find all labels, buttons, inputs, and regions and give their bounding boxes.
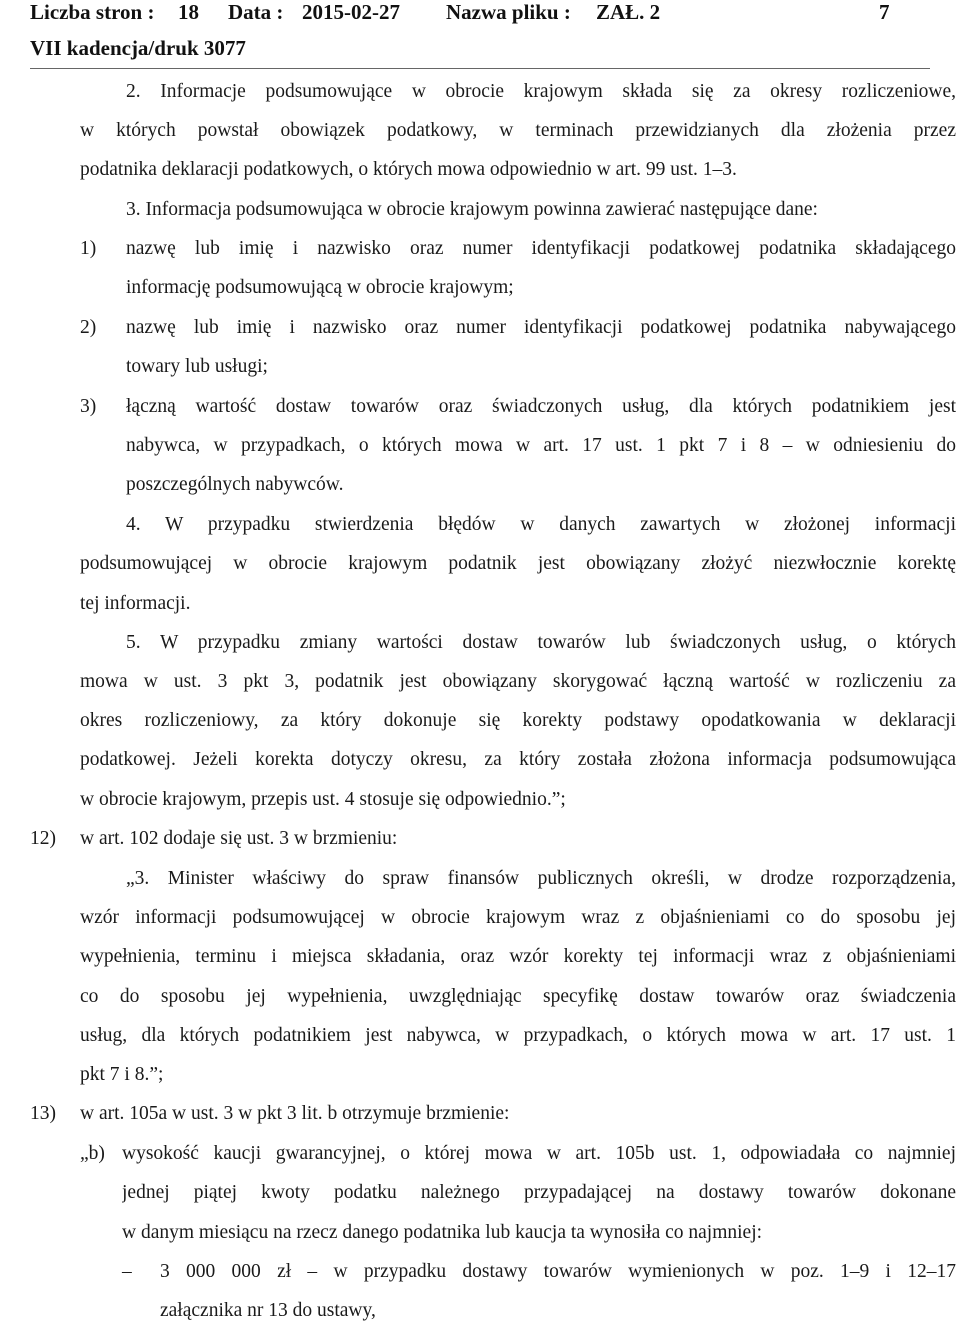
letter-item-line: jednej piątej kwoty podatku należnego przypadającej na dostawy towarów dokonane [122,1182,956,1203]
list-number: 3) [80,396,97,417]
text-line: wzór informacji podsumowującej w obrocie krajowym wraz z objaśnieniami co do sposobu jej [80,907,956,928]
letter-item-line: w danym miesiącu na rzecz danego podatnika lub kaucja ta wynosiła co najmniej: [122,1222,763,1243]
text-line: tej informacji. [80,593,191,614]
pages-value: 18 [178,0,199,24]
term-print-number: VII kadencja/druk 3077 [30,36,246,60]
text-line: podsumowującej w obrocie krajowym podatnik jest obowiązany złożyć niezwłocznie korektę [80,553,956,574]
list-item-line: nazwę lub imię i nazwisko oraz numer identyfikacji podatkowej podatnika nabywającego [126,317,956,338]
list-item-line: poszczególnych nabywców. [126,474,344,495]
text-line: okres rozliczeniowy, za który dokonuje się korekty podstawy opodatkowania w deklaracji [80,710,956,731]
text-line: wypełnienia, terminu i miejsca składania, oraz wzór korekty tej informacji wraz z objaśnieniami [80,946,956,967]
text-line: 3. Informacja podsumowująca w obrocie krajowym powinna zawierać następujące dane: [126,199,818,220]
file-value: ZAŁ. 2 [596,0,661,24]
text-line: podatkowej. Jeżeli korekta dotyczy okresu, za który została złożona informacja podsumowująca [80,749,956,770]
text-line: 2. Informacje podsumowujące w obrocie krajowym składa się za okresy rozliczeniowe, [126,81,956,102]
text-line: mowa w ust. 3 pkt 3, podatnik jest obowiązany skorygować łączną wartość w rozliczeniu za [80,671,956,692]
list-item-line: nabywca, w przypadkach, o których mowa w art. 17 ust. 1 pkt 7 i 8 – w odniesieniu do [126,435,956,456]
date-value: 2015-02-27 [302,0,400,24]
letter-item-line: wysokość kaucji gwarancyjnej, o której mowa w art. 105b ust. 1, odpowiadała co najmniej [122,1143,956,1164]
list-number: 2) [80,317,97,338]
file-label: Nazwa pliku : [446,0,571,24]
list-item-line: informację podsumowującą w obrocie krajowym; [126,277,514,298]
dash-item-line: załącznika nr 13 do ustawy, [160,1300,376,1321]
text-line: pkt 7 i 8.”; [80,1064,164,1085]
dash-item-line: 3 000 000 zł – w przypadku dostawy towarów wymienionych w poz. 1–9 i 12–17 [160,1261,956,1282]
item-number: 13) [30,1103,56,1124]
page-number: 7 [879,0,890,24]
text-line: w art. 105a w ust. 3 w pkt 3 lit. b otrzymuje brzmienie: [80,1103,510,1124]
dash-bullet: – [122,1261,132,1282]
text-line: usług, dla których podatnikiem jest nabywca, w przypadkach, o których mowa w art. 17 ust. 1 [80,1025,956,1046]
header-divider [30,68,930,69]
text-line: „3. Minister właściwy do spraw finansów publicznych określi, w drodze rozporządzenia, [126,868,956,889]
text-line: podatnika deklaracji podatkowych, o których mowa odpowiednio w art. 99 ust. 1–3. [80,159,737,180]
text-line: co do sposobu jej wypełnienia, uwzględniając specyfikę dostaw towarów oraz świadczenia [80,986,956,1007]
list-item-line: łączną wartość dostaw towarów oraz świadczonych usług, dla których podatnikiem jest [126,396,956,417]
text-line: w obrocie krajowym, przepis ust. 4 stosuje się odpowiednio.”; [80,789,566,810]
list-item-line: nazwę lub imię i nazwisko oraz numer identyfikacji podatkowej podatnika składającego [126,238,956,259]
list-number: 1) [80,238,97,259]
text-line: 4. W przypadku stwierdzenia błędów w danych zawartych w złożonej informacji [126,514,956,535]
letter-item-number: „b) [80,1143,105,1164]
list-item-line: towary lub usługi; [126,356,268,377]
text-line: w których powstał obowiązek podatkowy, w terminach przewidzianych dla złożenia przez [80,120,956,141]
date-label: Data : [228,0,284,24]
text-line: w art. 102 dodaje się ust. 3 w brzmieniu: [80,828,398,849]
text-line: 5. W przypadku zmiany wartości dostaw towarów lub świadczonych usług, o których [126,632,956,653]
item-number: 12) [30,828,56,849]
pages-label: Liczba stron : [30,0,155,24]
